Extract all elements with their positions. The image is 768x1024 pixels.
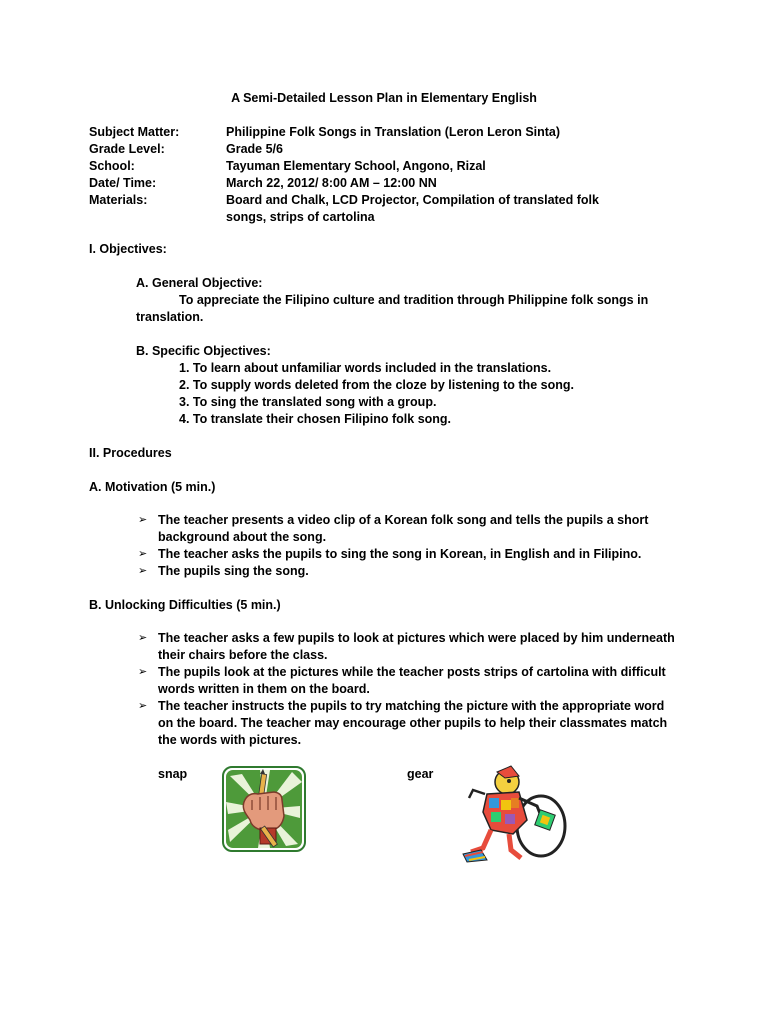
info-label: Subject Matter: <box>89 125 180 139</box>
info-label: Materials: <box>89 193 148 207</box>
info-label: School: <box>89 159 135 173</box>
arrow-bullet-icon: ➢ <box>138 700 148 712</box>
info-row-subject <box>89 124 689 141</box>
list-item: ➢ The teacher asks the pupils to sing the song in Korean, in English and in Filipino. <box>138 547 642 561</box>
arrow-bullet-icon: ➢ <box>138 548 148 560</box>
list-item: ➢ The pupils look at the pictures while the teacher posts strips of cartolina with difficult words written in them on the board. <box>138 665 666 696</box>
general-objective-section <box>89 275 689 326</box>
specific-objective-item: 1. To learn about unfamiliar words included in the translations. <box>179 361 552 375</box>
document-title: A Semi-Detailed Lesson Plan in Elementary English <box>231 91 537 105</box>
info-value: Grade 5/6 <box>226 142 283 156</box>
general-objective-line2: translation. <box>136 310 204 324</box>
info-label: Grade Level: <box>89 142 165 156</box>
general-objective-line1: To appreciate the Filipino culture and tradition through Philippine folk songs in <box>179 293 649 307</box>
info-value: Philippine Folk Songs in Translation (Leron Leron Sinta) <box>226 125 561 139</box>
arrow-bullet-icon: ➢ <box>138 632 148 644</box>
info-label: Date/ Time: <box>89 176 157 190</box>
info-value: March 22, 2012/ 8:00 AM – 12:00 NN <box>226 176 437 190</box>
info-row-date <box>89 175 689 192</box>
specific-objective-item: 2. To supply words deleted from the cloze by listening to the song. <box>179 378 574 392</box>
motivation-list <box>138 512 678 580</box>
lesson-info-table <box>89 124 689 226</box>
general-objective-heading: A. General Objective: <box>136 276 263 290</box>
fist-snapping-pencil-icon <box>222 766 306 857</box>
arrow-bullet-icon: ➢ <box>138 666 148 678</box>
list-item: ➢ The teacher asks a few pupils to look at pictures which were placed by him underneath their chairs before the class. <box>138 631 675 662</box>
specific-objectives-heading: B. Specific Objectives: <box>136 344 271 358</box>
procedures-heading: II. Procedures <box>89 446 172 460</box>
specific-objective-item: 3. To sing the translated song with a group. <box>179 395 437 409</box>
unlocking-difficulties-heading: B. Unlocking Difficulties (5 min.) <box>89 598 281 612</box>
list-item: ➢ The pupils sing the song. <box>138 564 309 578</box>
word-snap: snap <box>158 767 188 781</box>
list-item: ➢ The teacher instructs the pupils to try matching the picture with the appropriate word on the board. The teacher may encourage other pupils to help their classmates match the words with pictures. <box>138 699 668 747</box>
info-row-school <box>89 158 689 175</box>
clown-with-hoop-icon <box>461 764 571 871</box>
word-gear: gear <box>407 767 434 781</box>
specific-objective-item: 4. To translate their chosen Filipino folk song. <box>179 412 452 426</box>
info-row-materials <box>89 192 689 226</box>
specific-objectives-section <box>89 343 689 428</box>
list-item: ➢ The teacher presents a video clip of a Korean folk song and tells the pupils a short background about the song. <box>138 513 649 544</box>
arrow-bullet-icon: ➢ <box>138 565 148 577</box>
info-value: Tayuman Elementary School, Angono, Rizal <box>226 159 486 173</box>
objectives-heading: I. Objectives: <box>89 242 167 256</box>
motivation-heading: A. Motivation (5 min.) <box>89 480 216 494</box>
arrow-bullet-icon: ➢ <box>138 514 148 526</box>
info-value: Board and Chalk, LCD Projector, Compilation of translated folk songs, strips of cartolina <box>226 193 599 224</box>
info-row-grade <box>89 141 689 158</box>
unlocking-list <box>138 630 678 749</box>
